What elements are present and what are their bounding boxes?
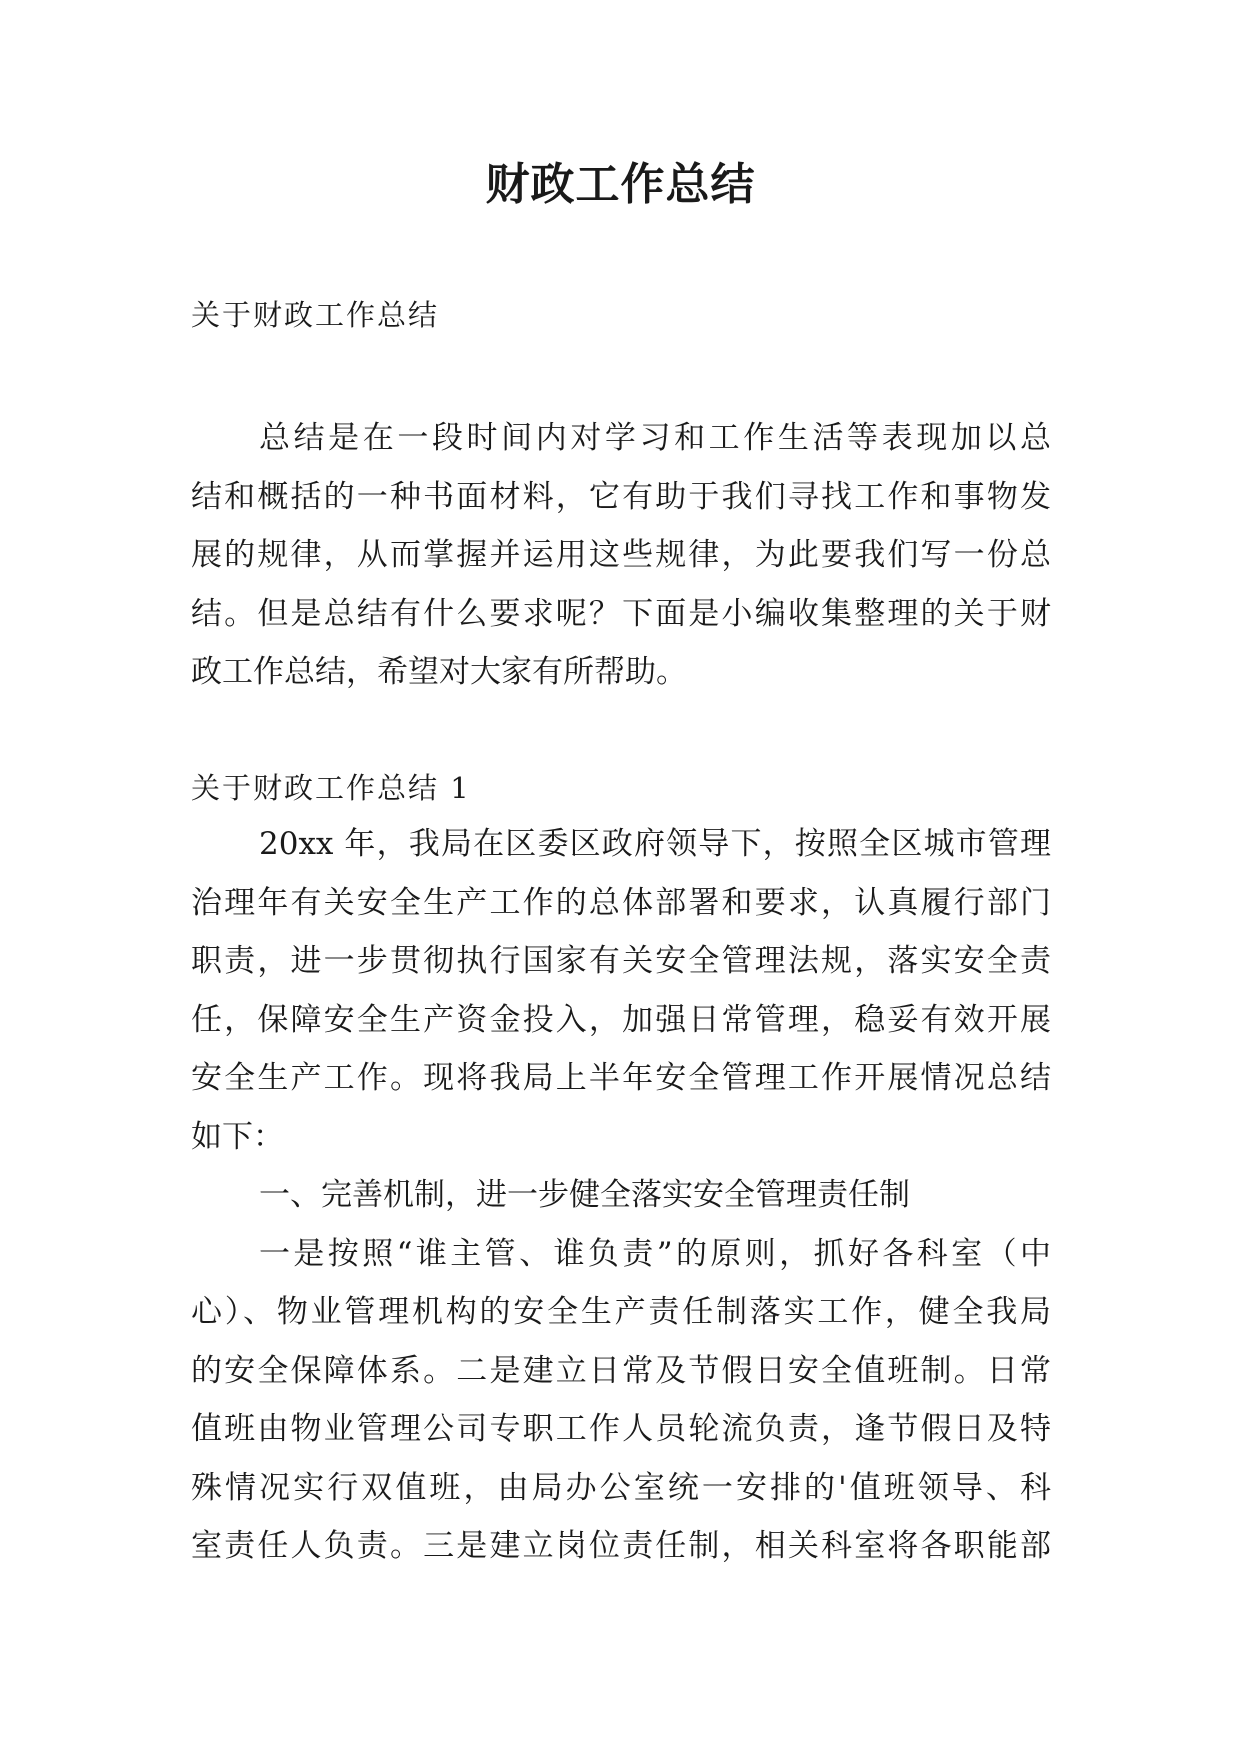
intro-paragraph	[191, 409, 1051, 702]
body-line: 一是按照“谁主管、谁负责”的原则，抓好各科室（中	[259, 1235, 1051, 1272]
intro-line: 政工作总结，希望对大家有所帮助。	[191, 654, 687, 690]
body-line: 室责任人负责。三是建立岗位责任制，相关科室将各职能部	[191, 1528, 1051, 1564]
body-subheading: 一、完善机制，进一步健全落实安全管理责任制	[259, 1177, 910, 1213]
body-line: 治理年有关安全生产工作的总体部署和要求，认真履行部门	[191, 884, 1051, 921]
document-subtitle: 关于财政工作总结	[191, 298, 440, 332]
intro-line: 结和概括的一种书面材料，它有助于我们寻找工作和事物发	[191, 478, 1051, 515]
intro-line: 总结是在一段时间内对学习和工作生活等表现加以总	[259, 420, 1051, 456]
body-line: 如下：	[191, 1118, 284, 1155]
body-line: 任，保障安全生产资金投入，加强日常管理，稳妥有效开展	[191, 1001, 1051, 1038]
body-text	[191, 815, 1051, 1576]
document-title: 财政工作总结	[485, 159, 756, 210]
intro-line: 结。但是总结有什么要求呢？下面是小编收集整理的关于财	[191, 595, 1051, 632]
body-line: 20xx 年，我局在区委区政府领导下，按照全区城市管理	[259, 826, 1051, 862]
intro-line: 展的规律，从而掌握并运用这些规律，为此要我们写一份总	[191, 537, 1051, 573]
body-line: 心）、物业管理机构的安全生产责任制落实工作，健全我局	[191, 1294, 1051, 1330]
body-line: 安全生产工作。现将我局上半年安全管理工作开展情况总结	[191, 1060, 1051, 1096]
body-line: 的安全保障体系。二是建立日常及节假日安全值班制。日常	[191, 1352, 1051, 1389]
section-heading: 关于财政工作总结 1	[191, 771, 471, 805]
body-line: 值班由物业管理公司专职工作人员轮流负责，逢节假日及特	[191, 1411, 1051, 1447]
body-line: 殊情况实行双值班，由局办公室统一安排的'值班领导、科	[191, 1469, 1051, 1506]
body-line: 职责，进一步贯彻执行国家有关安全管理法规，落实安全责	[191, 943, 1051, 979]
